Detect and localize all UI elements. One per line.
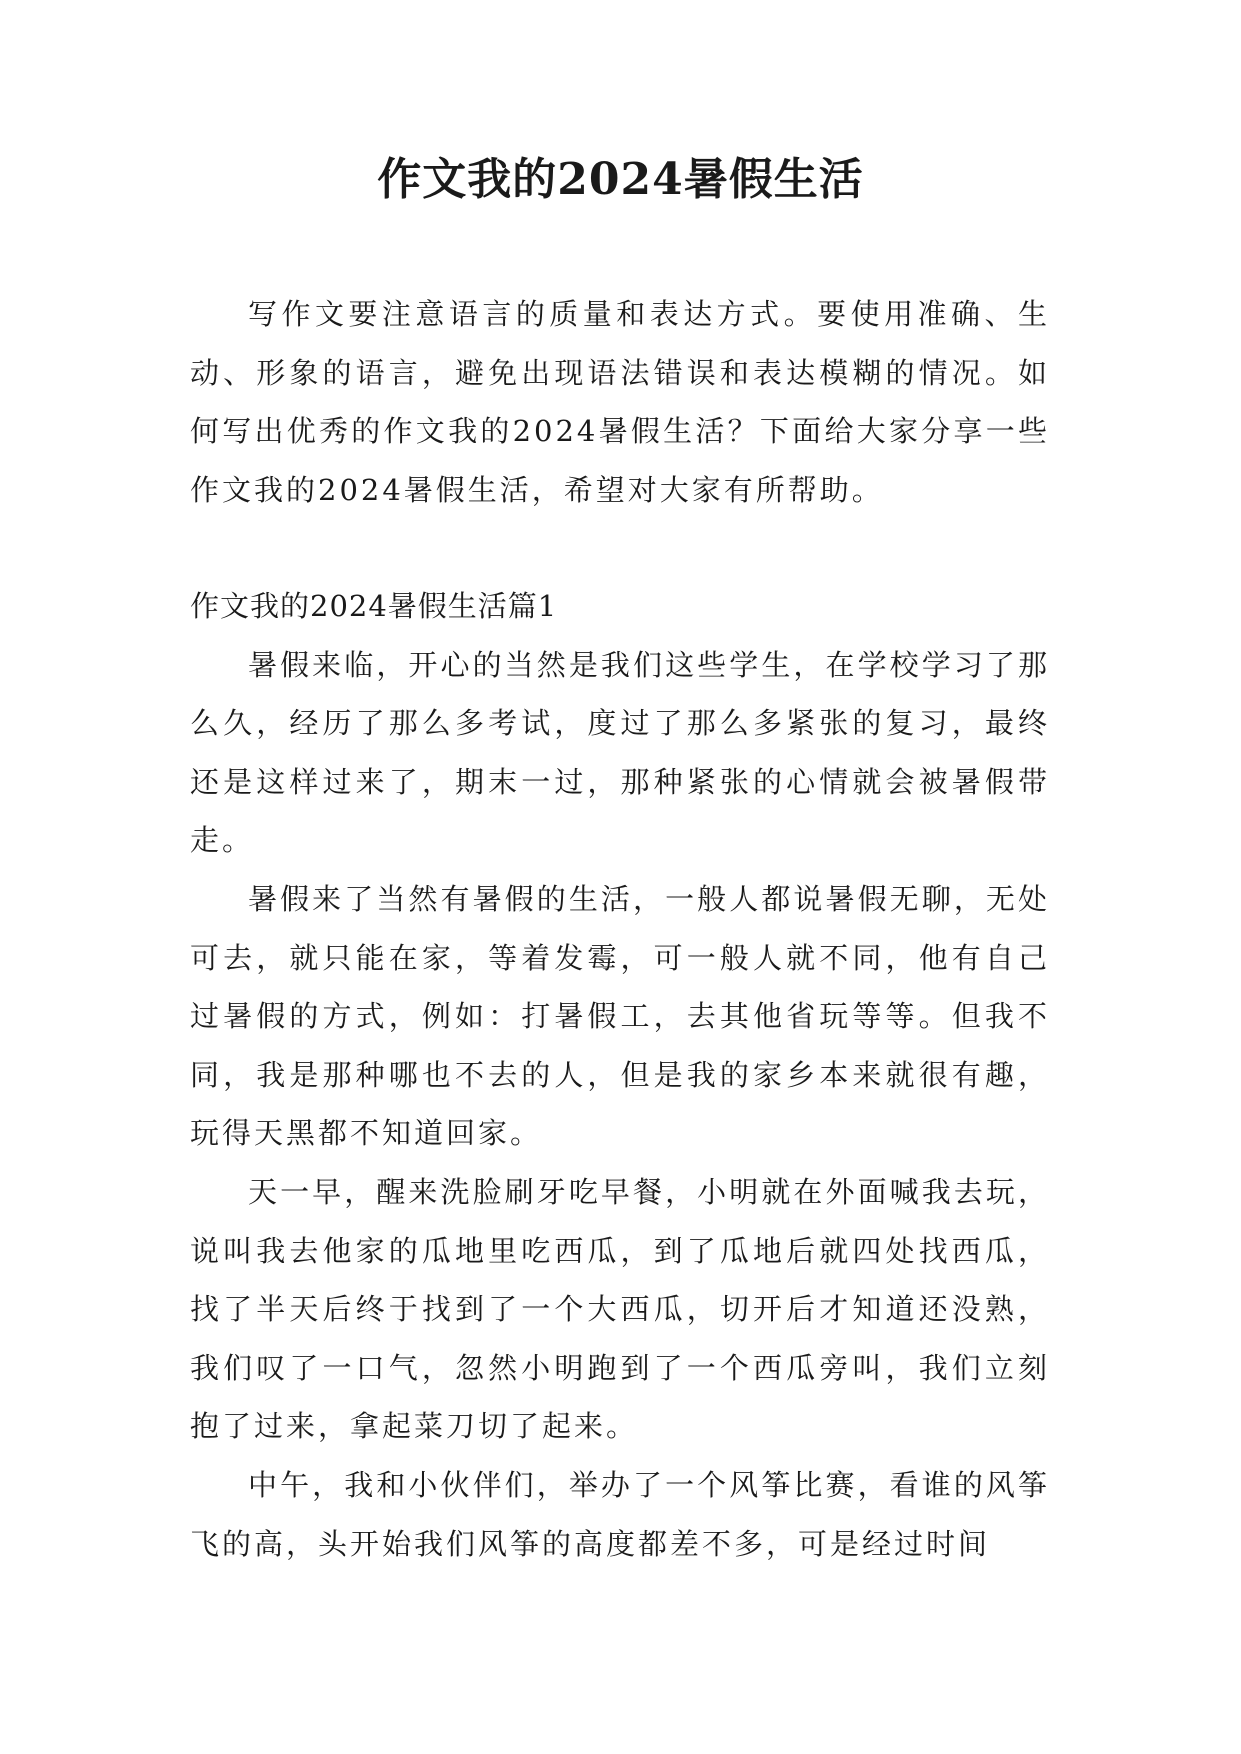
article-paragraph-3: 天一早，醒来洗脸刷牙吃早餐，小明就在外面喊我去玩，说叫我去他家的瓜地里吃西瓜，到了瓜地后就四处找西瓜，找了半天后终于找到了一个大西瓜，切开后才知道还没熟，我们叹了一口气，忽然小明跑到了一个西瓜旁叫，我们立刻抱了过来，拿起菜刀切了起来。 (190, 1174, 1050, 1444)
article-block (190, 577, 1050, 1573)
intro-paragraph: 写作文要注意语言的质量和表达方式。要使用准确、生动、形象的语言，避免出现语法错误和表达模糊的情况。如何写出优秀的作文我的2024暑假生活？下面给大家分享一些作文我的2024暑假生活，希望对大家有所帮助。 (190, 297, 1050, 507)
article-paragraph-2: 暑假来了当然有暑假的生活，一般人都说暑假无聊，无处可去，就只能在家，等着发霉，可一般人就不同，他有自己过暑假的方式，例如：打暑假工，去其他省玩等等。但我不同，我是那种哪也不去的人，但是我的家乡本来就很有趣，玩得天黑都不知道回家。 (190, 881, 1050, 1151)
article-paragraph-1: 暑假来临，开心的当然是我们这些学生，在学校学习了那么久，经历了那么多考试，度过了那么多紧张的复习，最终还是这样过来了，期末一过，那种紧张的心情就会被暑假带走。 (190, 647, 1050, 858)
section-heading: 作文我的2024暑假生活篇1 (190, 589, 558, 623)
article-paragraph-4: 中午，我和小伙伴们，举办了一个风筝比赛，看谁的风筝飞的高，头开始我们风筝的高度都差不多，可是经过时间 (190, 1467, 1050, 1561)
document-title: 作文我的2024暑假生活 (377, 154, 864, 205)
intro-block (190, 285, 1050, 519)
